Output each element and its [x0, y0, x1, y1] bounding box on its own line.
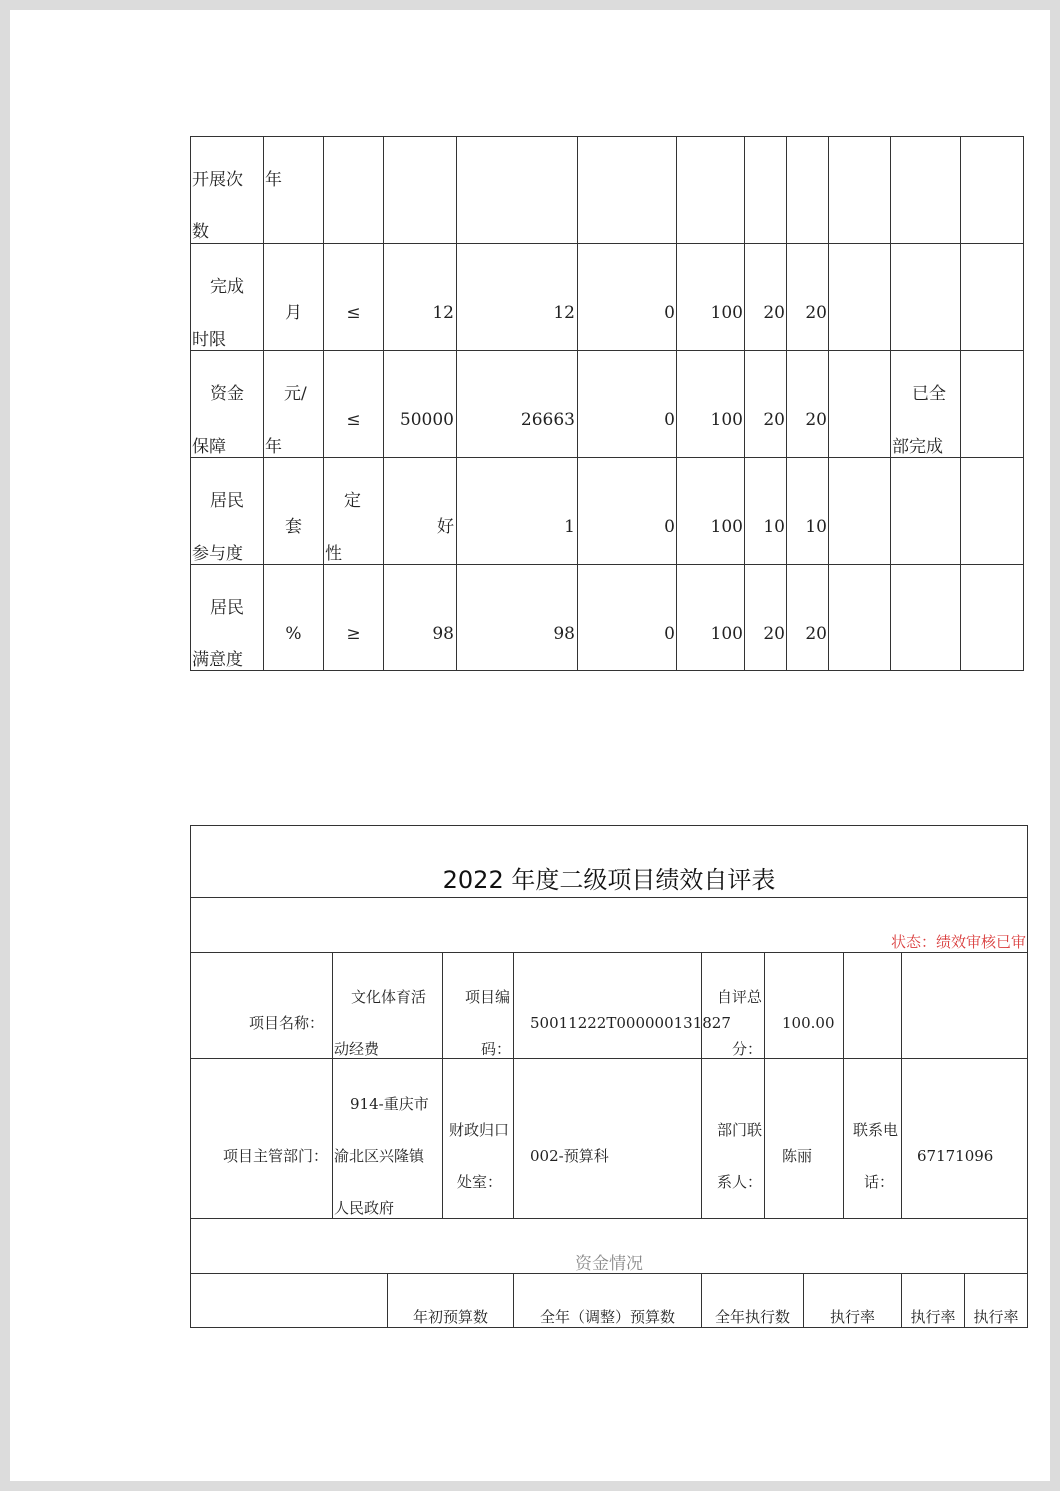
table-line: [744, 136, 745, 671]
cell-value: 100: [710, 624, 743, 644]
cell-value: 20: [763, 303, 785, 323]
cell-value: 10: [805, 517, 827, 537]
target-value: 12: [432, 303, 454, 323]
evaluation-form: [10, 810, 1050, 1350]
indicator-unit: 套: [285, 517, 302, 537]
cell-value: 0: [664, 303, 675, 323]
indicator-operator: ≥: [346, 624, 361, 644]
table-line: [901, 952, 902, 1219]
indicator-unit: 月: [285, 303, 302, 323]
table-line: [1023, 136, 1024, 671]
table-line: [190, 564, 1024, 565]
table-line: [190, 897, 1028, 898]
table-line: [1027, 825, 1028, 1328]
indicator-name: 开展次: [192, 170, 243, 190]
actual-value: 26663: [520, 410, 575, 430]
indicator-name: 数: [192, 222, 209, 242]
actual-value: 98: [553, 624, 575, 644]
table-line: [513, 952, 514, 1219]
form-title: 2022 年度二级项目绩效自评表: [442, 866, 776, 894]
table-line: [456, 136, 457, 671]
table-line: [190, 1058, 1028, 1059]
contact-value: 陈丽: [782, 1147, 813, 1165]
phone-label: 联系电: [853, 1121, 899, 1139]
table-line: [190, 350, 1024, 351]
indicator-unit: 元/: [284, 384, 307, 404]
dept-value: 914-重庆市: [350, 1095, 429, 1113]
table-line: [383, 136, 384, 671]
document-page: [10, 10, 1050, 1481]
indicator-name: 完成: [210, 277, 244, 297]
project-name-value: 文化体育活: [351, 988, 427, 1006]
table-line: [190, 1218, 1028, 1219]
table-line: [190, 243, 1024, 244]
indicator-name: 资金: [210, 384, 244, 404]
table-line: [190, 825, 1028, 826]
table-line: [764, 952, 765, 1219]
table-line: [701, 952, 702, 1219]
target-value: 50000: [399, 410, 454, 430]
indicator-operator: 性: [325, 544, 342, 564]
funds-header: 执行率: [910, 1308, 956, 1326]
indicator-name: 满意度: [192, 650, 243, 670]
table-line: [190, 1327, 1028, 1328]
table-line: [190, 136, 191, 671]
project-name-value: 动经费: [334, 1040, 380, 1058]
dept-label: 项目主管部门：: [222, 1147, 328, 1165]
status-text: 状态：绩效审核已审: [890, 933, 1026, 951]
table-line: [786, 136, 787, 671]
phone-value: 67171096: [917, 1147, 994, 1165]
indicator-name: 居民: [210, 491, 244, 511]
indicator-name: 时限: [192, 330, 226, 350]
phone-label: 话：: [863, 1173, 894, 1191]
funds-header: 全年（调整）预算数: [539, 1308, 675, 1326]
table-line: [828, 136, 829, 671]
table-line: [190, 457, 1024, 458]
table-line: [323, 136, 324, 671]
cell-value: 100: [710, 303, 743, 323]
indicator-operator: ≤: [346, 410, 361, 430]
score-value: 100.00: [782, 1014, 835, 1032]
project-name-label: 项目名称：: [248, 1014, 324, 1032]
cell-value: 100: [710, 410, 743, 430]
funds-header: 全年执行数: [714, 1308, 790, 1326]
table-line: [577, 136, 578, 671]
table-line: [190, 136, 1024, 137]
actual-value: 12: [553, 303, 575, 323]
dept-value: 渝北区兴隆镇: [334, 1147, 425, 1165]
project-code-label: 码：: [480, 1040, 511, 1058]
indicator-operator: 定: [344, 491, 361, 511]
target-value: 98: [432, 624, 454, 644]
cell-value: 20: [805, 303, 827, 323]
table-line: [676, 136, 677, 671]
finance-office-value: 002-预算科: [530, 1147, 609, 1165]
table-line: [263, 136, 264, 671]
target-value: 好: [437, 517, 454, 537]
project-code-value: 50011222T000000131827: [530, 1014, 731, 1032]
funds-header: 执行率: [973, 1308, 1019, 1326]
table-line: [960, 136, 961, 671]
indicator-unit: %: [285, 624, 302, 644]
cell-value: 10: [763, 517, 785, 537]
cell-value: 100: [710, 517, 743, 537]
finance-office-label: 财政归口: [449, 1121, 510, 1139]
cell-value: 20: [805, 410, 827, 430]
indicator-name: 保障: [192, 437, 226, 457]
cell-value: 0: [664, 517, 675, 537]
table-line: [332, 952, 333, 1219]
cell-value: 20: [763, 410, 785, 430]
funds-heading: 资金情况: [575, 1254, 643, 1274]
score-label: 分：: [731, 1040, 762, 1058]
table-line: [190, 670, 1024, 671]
indicator-unit: 年: [265, 170, 282, 190]
actual-value: 1: [564, 517, 575, 537]
score-label: 自评总: [717, 988, 763, 1006]
indicator-name: 参与度: [192, 544, 243, 564]
finance-office-label: 处室：: [456, 1173, 502, 1191]
table-line: [190, 952, 1028, 953]
funds-header: 执行率: [829, 1308, 875, 1326]
indicator-unit: 年: [265, 437, 282, 457]
remark-text: 已全: [912, 384, 946, 404]
cell-value: 20: [805, 624, 827, 644]
remark-text: 部完成: [892, 437, 943, 457]
indicator-operator: ≤: [346, 303, 361, 323]
contact-label: 部门联: [717, 1121, 763, 1139]
project-code-label: 项目编: [465, 988, 511, 1006]
indicator-table: [10, 10, 1050, 710]
cell-value: 20: [763, 624, 785, 644]
funds-header: 年初预算数: [412, 1308, 488, 1326]
indicator-name: 居民: [210, 598, 244, 618]
cell-value: 0: [664, 624, 675, 644]
contact-label: 系人：: [717, 1173, 763, 1191]
dept-value: 人民政府: [334, 1199, 395, 1217]
table-line: [890, 136, 891, 671]
table-line: [190, 825, 191, 1328]
cell-value: 0: [664, 410, 675, 430]
